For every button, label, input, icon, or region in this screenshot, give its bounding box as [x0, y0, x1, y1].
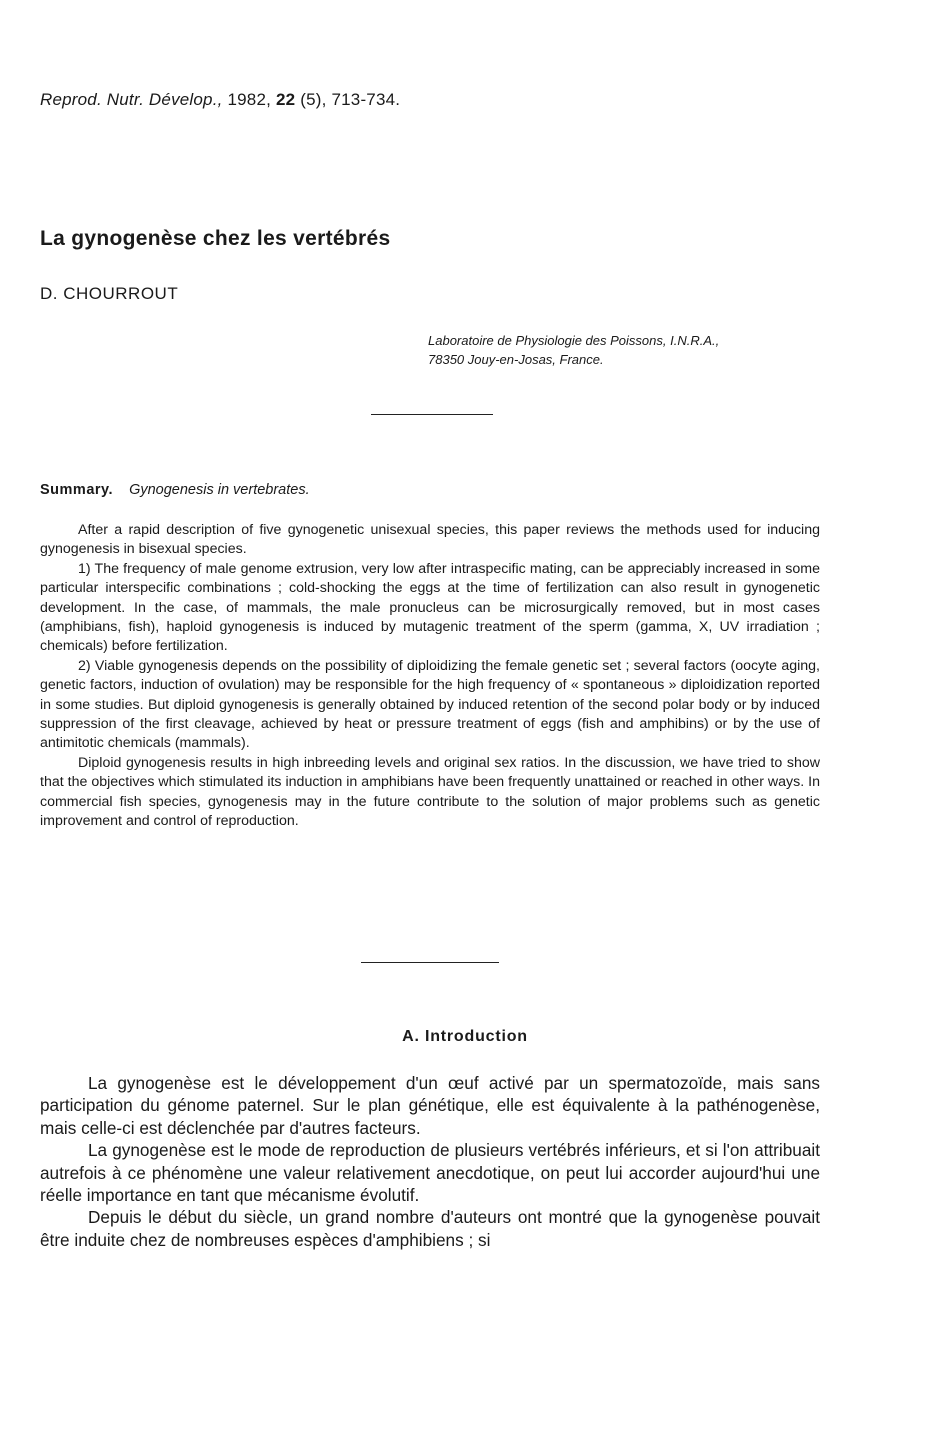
- summary-paragraph: Diploid gynogenesis results in high inbreeding levels and original sex ratios. In the discussion, we have tried to show that the objectives which stimulated its induction in amphibians have been frequently unattained or reached in other ways. In commercial fish species, gynogenesis may in the future contribute to the solution of major problems such as genetic improvement and control of reproduction.: [40, 754, 820, 830]
- introduction-body: [40, 1072, 820, 1251]
- author-name: D. CHOURROUT: [40, 284, 179, 303]
- article-title: La gynogenèse chez les vertébrés: [40, 227, 391, 250]
- summary-heading: [40, 482, 310, 498]
- summary-subtitle: Gynogenesis in vertebrates.: [129, 482, 310, 498]
- summary-paragraph: 1) The frequency of male genome extrusion, very low after intraspecific mating, can be appreciably increased in some particular interspecific combinations ; cold-shocking the eggs at the time of fertilization can also result in gynogenetic development. In the case, of mammals, the male pronucleus can be microsurgically removed, but in most cases (amphibians, fish), haploid gynogenesis is induced by mutagenic treatment of the sperm (gamma, X, UV irradiation ; chemicals) before fertilization.: [40, 560, 820, 655]
- affiliation-line-2: 78350 Jouy-en-Josas, France.: [428, 352, 604, 367]
- section-heading: A. Introduction: [402, 1028, 528, 1045]
- body-paragraph: La gynogenèse est le mode de reproduction de plusieurs vertébrés inférieurs, et si l'on attribuait autrefois à ce phénomène une valeur relativement anecdotique, on peut lui accorder aujourd'hui une réelle importance en tant que mécanisme évolutif.: [40, 1140, 820, 1206]
- citation-issue: (5),: [300, 90, 327, 109]
- separator-rule: [361, 962, 499, 963]
- journal-name: Reprod. Nutr. Dévelop.,: [40, 90, 223, 109]
- summary-paragraph: After a rapid description of five gynogenetic unisexual species, this paper reviews the methods used for inducing gynogenesis in bisexual species.: [40, 522, 820, 558]
- separator-rule: [371, 414, 493, 415]
- body-paragraph: La gynogenèse est le développement d'un œuf activé par un spermatozoïde, mais sans participation du génome paternel. Sur le plan génétique, elle est équivalente à la pathénogenèse, mais celle-ci est déclenchée par d'autres facteurs.: [40, 1073, 820, 1138]
- author-affiliation: [428, 331, 719, 369]
- citation-volume: 22: [275, 90, 296, 109]
- body-paragraph: Depuis le début du siècle, un grand nombre d'auteurs ont montré que la gynogenèse pouvait être induite chez de nombreuses espèces d'amphibiens ; si: [40, 1207, 820, 1250]
- summary-paragraph: 2) Viable gynogenesis depends on the possibility of diploidizing the female genetic set ; several factors (oocyte aging, genetic factors, induction of ovulation) may be responsible for the high frequency of « spontaneous » diploidization reported in some studies. But diploid gynogenesis is generally obtained by induced retention of the second polar body or by induced suppression of the first cleavage, achieved by heat or pressure treatment of eggs (fish and amphibins) or by the use of antimitotic chemicals (mammals).: [40, 657, 820, 752]
- summary-label: Summary.: [40, 482, 114, 498]
- citation-pages: 713-734.: [331, 90, 401, 109]
- citation-year: 1982,: [227, 90, 272, 109]
- summary-body: [40, 521, 820, 832]
- journal-citation: [40, 90, 400, 110]
- affiliation-line-1: Laboratoire de Physiologie des Poissons, I.N.R.A.,: [428, 333, 720, 348]
